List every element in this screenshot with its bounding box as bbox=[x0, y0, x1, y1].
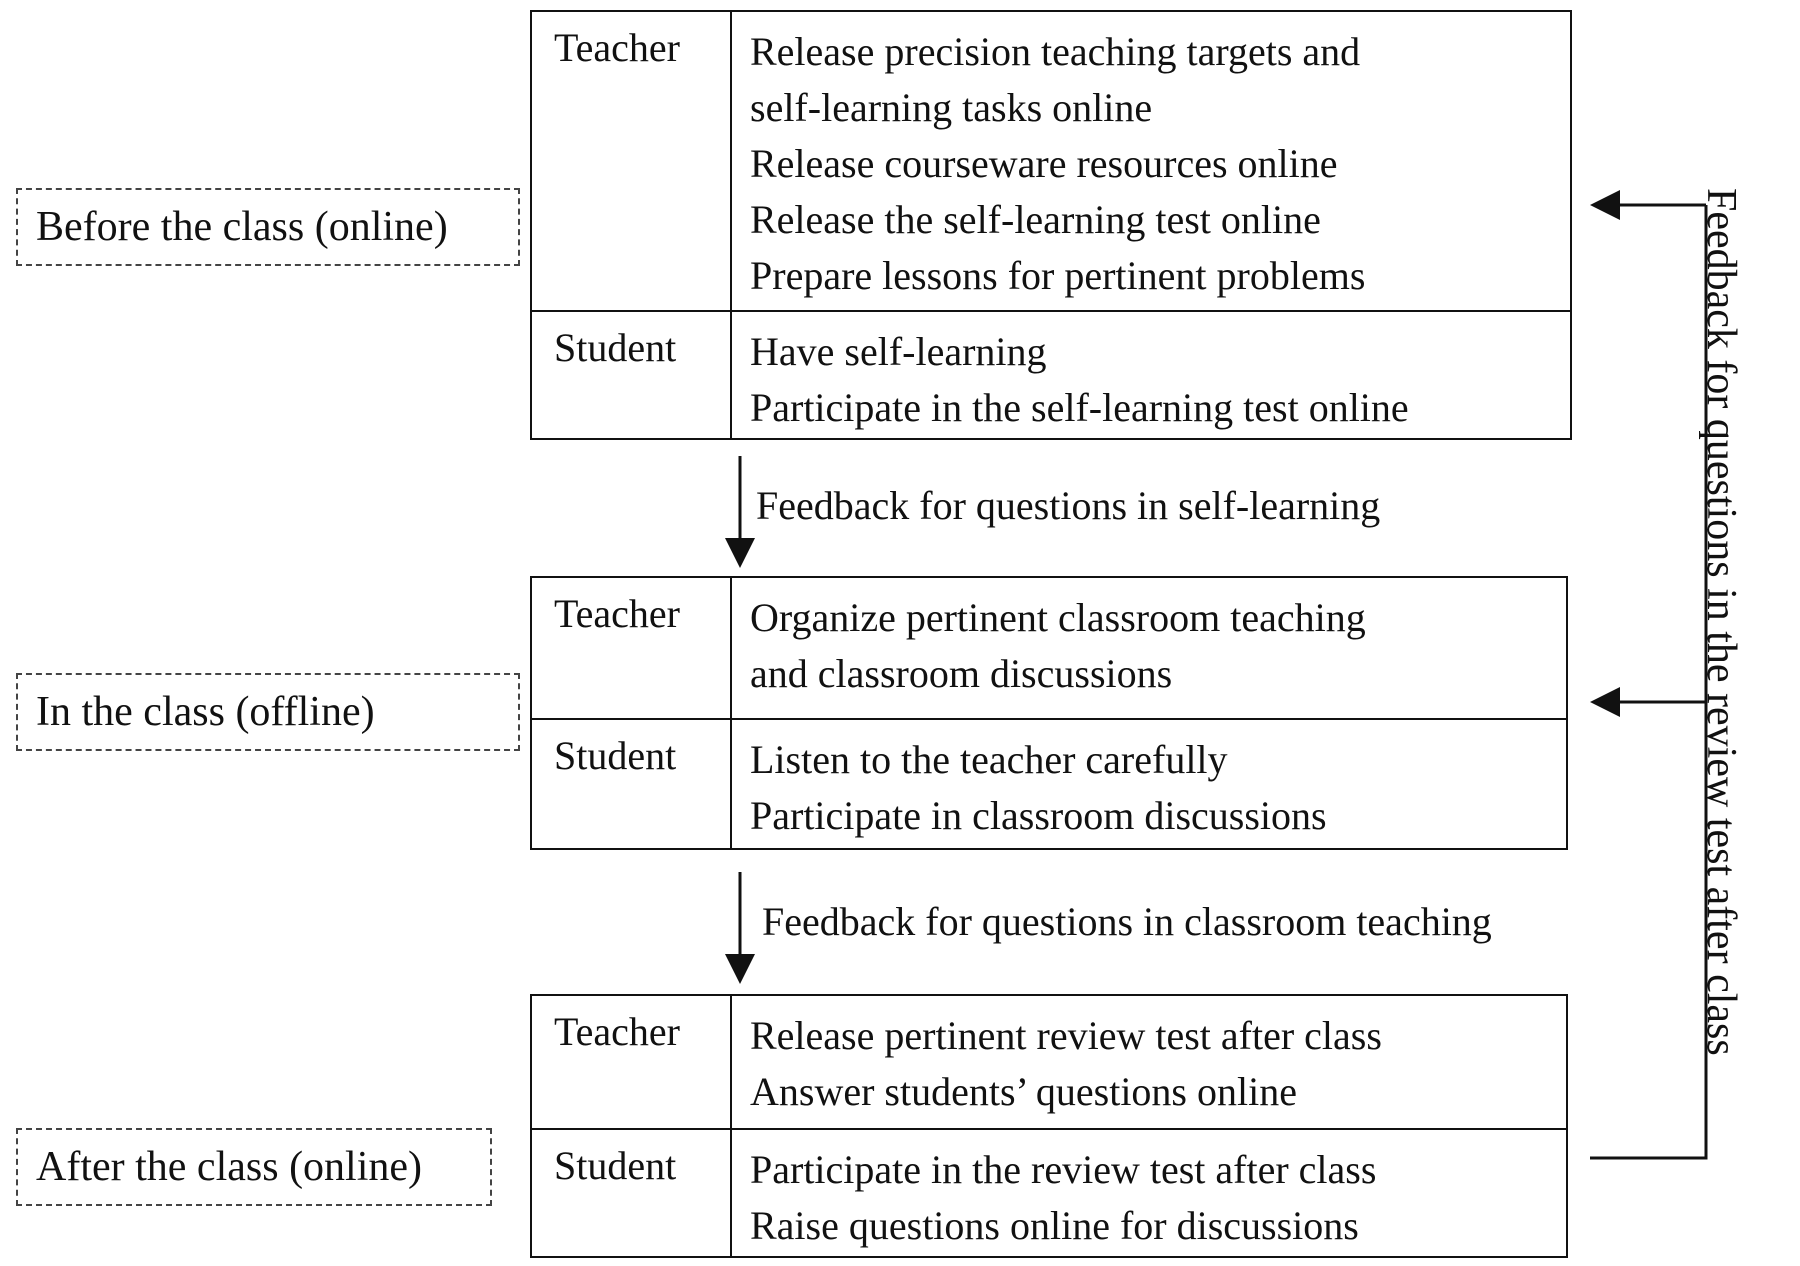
phase-label-before: Before the class (online) bbox=[16, 188, 520, 266]
role-label: Student bbox=[554, 1143, 677, 1188]
activity-item: and classroom discussions bbox=[750, 651, 1173, 696]
activity-item: Participate in classroom discussions bbox=[750, 793, 1327, 838]
activity-item: Raise questions online for discussions bbox=[750, 1203, 1359, 1248]
role-label: Teacher bbox=[554, 1009, 680, 1054]
activity-item: Release precision teaching targets and bbox=[750, 29, 1361, 74]
role-label: Student bbox=[554, 733, 677, 778]
activity-item: Participate in the review test after class bbox=[750, 1147, 1377, 1192]
feedback-loop-line bbox=[1590, 205, 1706, 1158]
flow-label-classroom: Feedback for questions in classroom teaching bbox=[762, 899, 1492, 944]
activity-item: Have self-learning bbox=[750, 329, 1047, 374]
activity-item: Participate in the self-learning test online bbox=[750, 385, 1409, 430]
flow-label-self-learning: Feedback for questions in self-learning bbox=[756, 483, 1381, 528]
activity-item: self-learning tasks online bbox=[750, 85, 1153, 130]
feedback-loop-label: Feedback for questions in the review test after class bbox=[1698, 188, 1744, 1056]
role-label: Student bbox=[554, 325, 677, 370]
phase-label-in: In the class (offline) bbox=[16, 673, 520, 751]
phase-label-after: After the class (online) bbox=[16, 1128, 492, 1206]
activity-item: Answer students’ questions online bbox=[750, 1069, 1297, 1114]
activity-item: Release courseware resources online bbox=[750, 141, 1338, 186]
activity-item: Organize pertinent classroom teaching bbox=[750, 595, 1366, 640]
activity-item: Prepare lessons for pertinent problems bbox=[750, 253, 1366, 298]
role-label: Teacher bbox=[554, 25, 680, 70]
role-label: Teacher bbox=[554, 591, 680, 636]
activity-item: Listen to the teacher carefully bbox=[750, 737, 1228, 782]
activity-item: Release pertinent review test after class bbox=[750, 1013, 1382, 1058]
activity-item: Release the self-learning test online bbox=[750, 197, 1321, 242]
